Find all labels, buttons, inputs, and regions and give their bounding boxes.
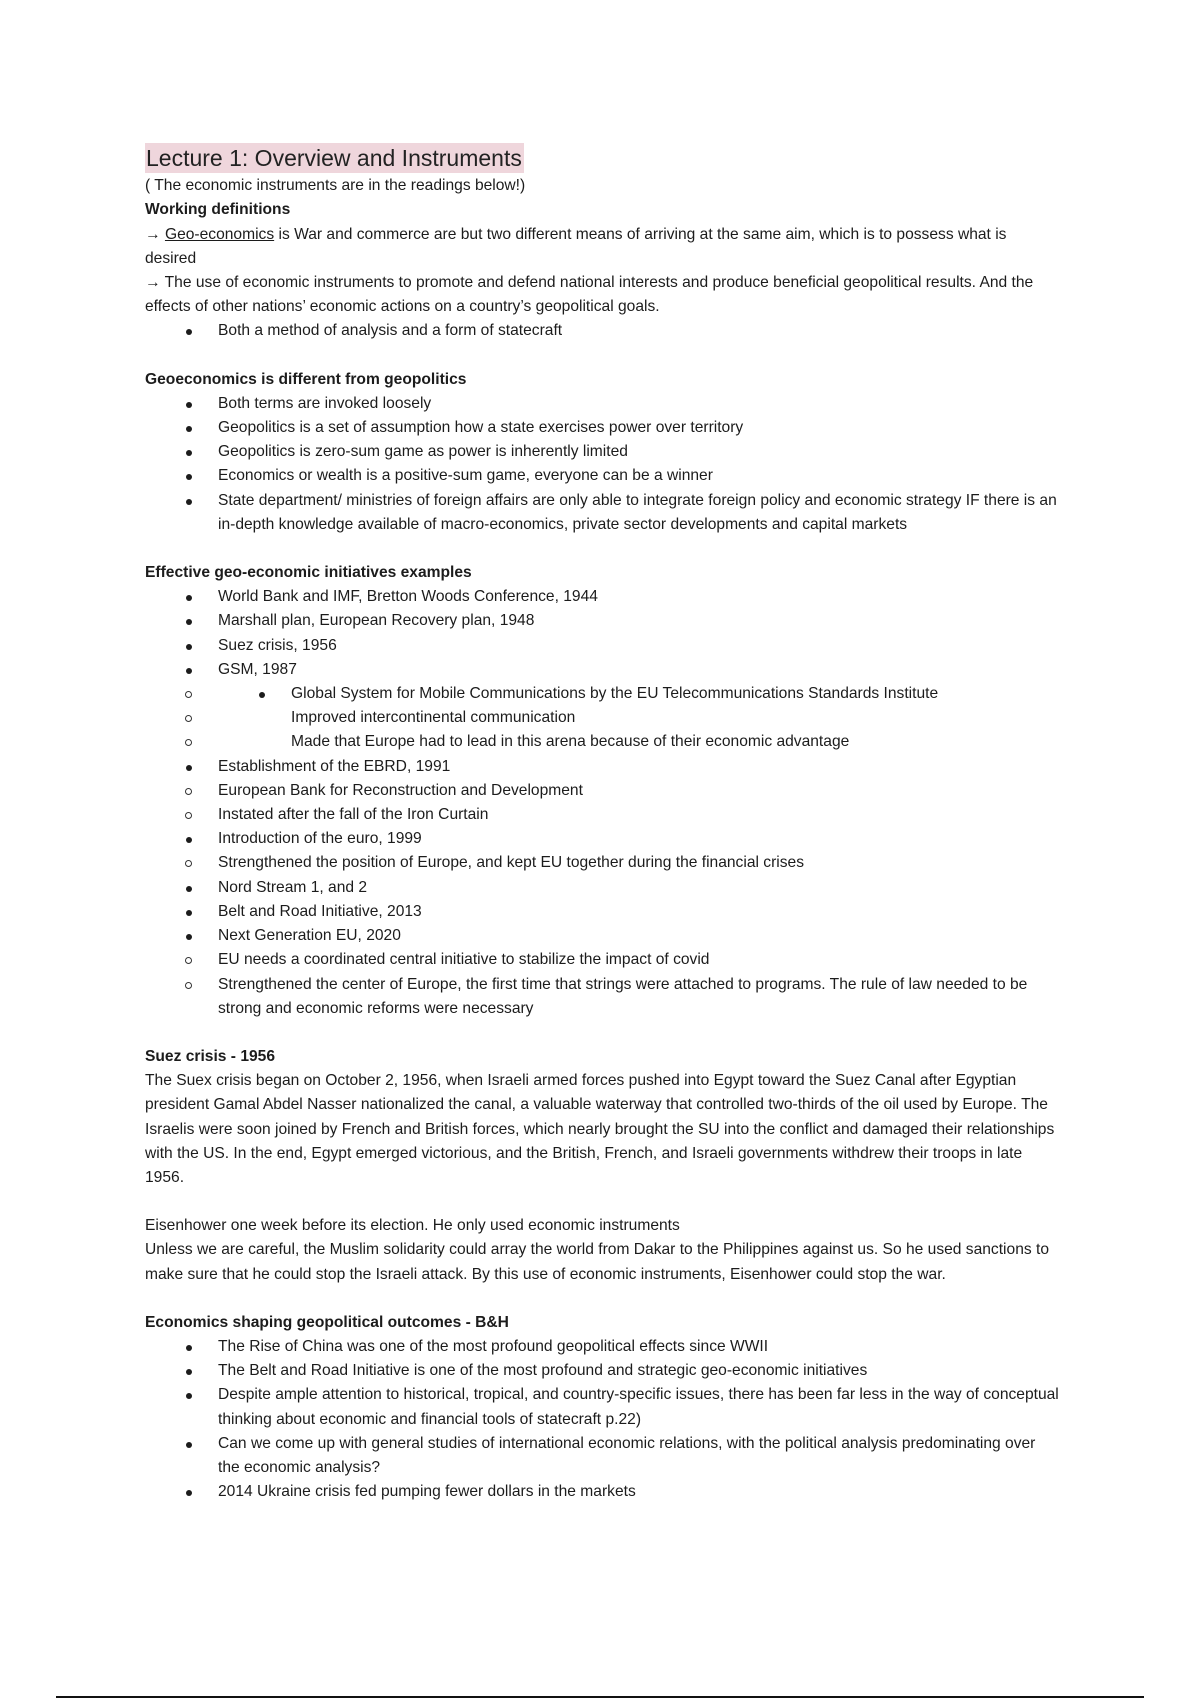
sub-list-item: Instated after the fall of the Iron Curtain: [145, 803, 1060, 827]
bullet-list: [145, 1335, 1060, 1504]
bullet-list: [145, 319, 1060, 343]
sub-list-item: EU needs a coordinated central initiative to stabilize the impact of covid: [145, 948, 1060, 972]
eisenhower-line: Eisenhower one week before its election. He only used economic instruments: [145, 1217, 680, 1235]
list-item: GSM, 1987: [145, 658, 1060, 682]
sub-list-item: European Bank for Reconstruction and Development: [145, 779, 1060, 803]
definition-1: [145, 223, 1060, 271]
arrow-glyph: →: [145, 225, 165, 243]
section-heading-examples: Effective geo-economic initiatives examples: [145, 564, 472, 582]
list-item: Nord Stream 1, and 2: [145, 876, 1060, 900]
list-item: Both terms are invoked loosely: [145, 392, 1060, 416]
list-item: Introduction of the euro, 1999: [145, 827, 1060, 851]
list-item: 2014 Ukraine crisis fed pumping fewer dollars in the markets: [145, 1480, 1060, 1504]
section-heading-working-definitions: Working definitions: [145, 201, 291, 219]
bullet-list: [145, 392, 1060, 537]
list-item: State department/ ministries of foreign affairs are only able to integrate foreign policy and economic strategy IF there is an in-depth knowledge available of macro-economics, private sector developments and capital markets: [145, 489, 1060, 537]
eisenhower-paragraph: Unless we are careful, the Muslim solidarity could array the world from Dakar to the Philippines against us. So he used sanctions to make sure that he could stop the Israeli attack. By this use of economic instruments, Eisenhower could stop the war.: [145, 1241, 1050, 1283]
section-heading-geo-vs: Geoeconomics is different from geopolitics: [145, 370, 467, 388]
definition-1-text: is War and commerce are but two different means of arriving at the same aim, which is to possess what is desired: [145, 225, 1007, 267]
intro-note: ( The economic instruments are in the readings below!): [145, 177, 526, 195]
sub-list: [145, 682, 1060, 755]
section-heading-bh: Economics shaping geopolitical outcomes - B&H: [145, 1313, 509, 1331]
sub-list-item: Improved intercontinental communication: [145, 706, 1060, 730]
list-item: Geopolitics is a set of assumption how a state exercises power over territory: [145, 416, 1060, 440]
list-item: The Belt and Road Initiative is one of the most profound and strategic geo-economic initiatives: [145, 1359, 1060, 1383]
list-item: Belt and Road Initiative, 2013: [145, 900, 1060, 924]
list-item: Geopolitics is zero-sum game as power is inherently limited: [145, 440, 1060, 464]
sub-list-item: Made that Europe had to lead in this arena because of their economic advantage: [145, 730, 1060, 754]
list-item: The Rise of China was one of the most profound geopolitical effects since WWII: [145, 1335, 1060, 1359]
sub-list: [145, 948, 1060, 1021]
list-item: Can we come up with general studies of international economic relations, with the political analysis predominating over the economic analysis?: [145, 1432, 1060, 1480]
bullet-list: [145, 876, 1060, 949]
sub-list: [145, 851, 1060, 875]
sub-list-item: Global System for Mobile Communications by the EU Telecommunications Standards Institute: [145, 682, 1060, 706]
term-geo-economics: Geo-economics: [164, 225, 275, 243]
list-item: Economics or wealth is a positive-sum game, everyone can be a winner: [145, 464, 1060, 488]
page-bottom-rule: [56, 1696, 1144, 1698]
list-item: World Bank and IMF, Bretton Woods Conference, 1944: [145, 585, 1060, 609]
bullet-list: [145, 755, 1060, 779]
list-item: Marshall plan, European Recovery plan, 1948: [145, 609, 1060, 633]
list-item: Suez crisis, 1956: [145, 634, 1060, 658]
list-item: Establishment of the EBRD, 1991: [145, 755, 1060, 779]
section-heading-suez: Suez crisis - 1956: [145, 1047, 276, 1065]
list-item: Next Generation EU, 2020: [145, 924, 1060, 948]
document-page: [145, 143, 1060, 1504]
definition-2: → The use of economic instruments to promote and defend national interests and produce beneficial geopolitical results. And the effects of other nations’ economic actions on a country’s geopolitical goals.: [145, 274, 1034, 316]
bullet-list: [145, 585, 1060, 682]
sub-list-item: Strengthened the position of Europe, and kept EU together during the financial crises: [145, 851, 1060, 875]
sub-list: [145, 779, 1060, 827]
sub-list-item: Strengthened the center of Europe, the first time that strings were attached to programs. The rule of law needed to be strong and economic reforms were necessary: [145, 973, 1060, 1021]
page-title: Lecture 1: Overview and Instruments: [146, 145, 522, 171]
bullet-list: [145, 827, 1060, 851]
list-item: Both a method of analysis and a form of statecraft: [145, 319, 1060, 343]
list-item: Despite ample attention to historical, tropical, and country-specific issues, there has been far less in the way of conceptual thinking about economic and financial tools of statecraft p.22): [145, 1383, 1060, 1431]
nested-container: [218, 682, 1060, 755]
suez-paragraph: The Suex crisis began on October 2, 1956, when Israeli armed forces pushed into Egypt toward the Suez Canal after Egyptian president Gamal Abdel Nasser nationalized the canal, a valuable waterway that controlled two-thirds of the oil used by Europe. The Israelis were soon joined by French and British forces, which nearly brought the SU into the conflict and damaged their relationships with the US. In the end, Egypt emerged victorious, and the British, French, and Israeli governments withdrew their troops in late 1956.: [145, 1072, 1055, 1186]
nested-list: [145, 682, 1060, 755]
